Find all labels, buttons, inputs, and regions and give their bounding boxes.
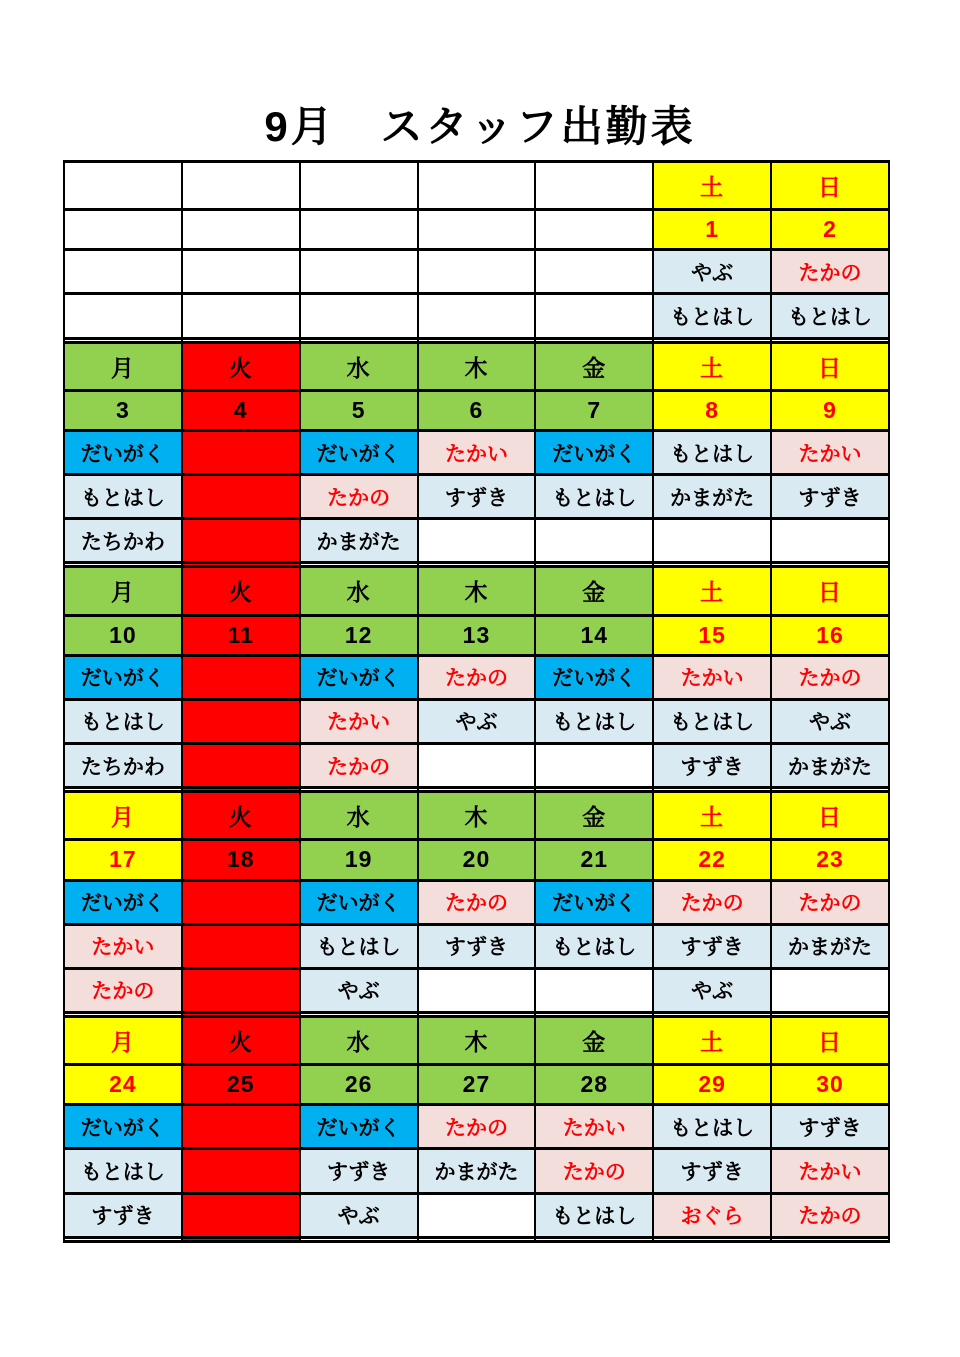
weekday-cell: 金	[535, 342, 653, 390]
staff-cell: たかの	[418, 880, 536, 924]
empty-cell	[182, 475, 300, 519]
empty-cell	[418, 210, 536, 250]
empty-cell	[300, 250, 418, 294]
weekday-cell: 木	[418, 342, 536, 390]
empty-cell	[182, 430, 300, 474]
empty-cell	[535, 968, 653, 1012]
empty-cell	[64, 162, 182, 210]
date-cell: 15	[653, 615, 771, 655]
empty-cell	[182, 744, 300, 788]
table-row	[64, 840, 889, 880]
staff-cell: たかの	[300, 744, 418, 788]
date-cell: 7	[535, 390, 653, 430]
empty-cell	[182, 210, 300, 250]
empty-cell	[182, 968, 300, 1012]
table-row	[64, 744, 889, 788]
staff-cell: だいがく	[300, 655, 418, 699]
empty-cell	[182, 162, 300, 210]
staff-cell: たかの	[771, 880, 889, 924]
empty-cell	[418, 1237, 536, 1241]
weekday-cell: 日	[771, 792, 889, 840]
weekday-cell: 木	[418, 567, 536, 615]
empty-cell	[182, 1193, 300, 1237]
table-row	[64, 699, 889, 743]
table-row	[64, 792, 889, 840]
date-cell: 19	[300, 840, 418, 880]
empty-cell	[418, 162, 536, 210]
weekday-cell: 月	[64, 1016, 182, 1064]
date-cell: 2	[771, 210, 889, 250]
date-cell: 14	[535, 615, 653, 655]
staff-cell: たかの	[418, 655, 536, 699]
date-cell: 13	[418, 615, 536, 655]
weekday-cell: 金	[535, 1016, 653, 1064]
date-cell: 1	[653, 210, 771, 250]
table-row	[64, 880, 889, 924]
staff-cell: もとはし	[653, 430, 771, 474]
staff-cell: だいがく	[64, 880, 182, 924]
date-cell: 10	[64, 615, 182, 655]
empty-cell	[771, 519, 889, 563]
empty-cell	[182, 250, 300, 294]
staff-cell: たかの	[771, 655, 889, 699]
table-row	[64, 1016, 889, 1064]
staff-cell: やぶ	[653, 250, 771, 294]
table-row	[64, 475, 889, 519]
staff-cell: かまがた	[300, 519, 418, 563]
staff-cell: やぶ	[300, 1193, 418, 1237]
weekday-cell: 日	[771, 1016, 889, 1064]
staff-cell: だいがく	[300, 430, 418, 474]
date-cell: 21	[535, 840, 653, 880]
table-row	[64, 1149, 889, 1193]
page-title: 9月 スタッフ出勤表	[264, 103, 696, 150]
table-row	[64, 519, 889, 563]
weekday-cell: 土	[653, 342, 771, 390]
staff-cell: かまがた	[418, 1149, 536, 1193]
table-row	[64, 294, 889, 338]
empty-cell	[182, 924, 300, 968]
date-cell: 28	[535, 1065, 653, 1105]
empty-cell	[535, 162, 653, 210]
staff-cell: やぶ	[771, 699, 889, 743]
staff-cell: もとはし	[535, 1193, 653, 1237]
weekday-cell: 火	[182, 792, 300, 840]
staff-cell: たかい	[535, 1105, 653, 1149]
staff-cell: たかい	[771, 1149, 889, 1193]
weekday-cell: 土	[653, 162, 771, 210]
table-row	[64, 924, 889, 968]
staff-cell: たかい	[64, 924, 182, 968]
weekday-cell: 水	[300, 1016, 418, 1064]
schedule-table	[63, 160, 890, 1243]
staff-cell: もとはし	[653, 294, 771, 338]
staff-cell: すずき	[300, 1149, 418, 1193]
empty-cell	[535, 250, 653, 294]
staff-cell: おぐら	[653, 1193, 771, 1237]
weekday-cell: 土	[653, 792, 771, 840]
staff-cell: だいがく	[300, 880, 418, 924]
table-row	[64, 390, 889, 430]
date-cell: 23	[771, 840, 889, 880]
date-cell: 18	[182, 840, 300, 880]
staff-cell: もとはし	[771, 294, 889, 338]
date-cell: 17	[64, 840, 182, 880]
table-row	[64, 567, 889, 615]
empty-cell	[418, 250, 536, 294]
staff-cell: すずき	[771, 475, 889, 519]
staff-cell: すずき	[64, 1193, 182, 1237]
empty-cell	[182, 1149, 300, 1193]
date-cell: 6	[418, 390, 536, 430]
weekday-cell: 火	[182, 567, 300, 615]
date-cell: 25	[182, 1065, 300, 1105]
empty-cell	[653, 1237, 771, 1241]
date-cell: 4	[182, 390, 300, 430]
empty-cell	[418, 968, 536, 1012]
empty-cell	[771, 968, 889, 1012]
empty-cell	[64, 250, 182, 294]
date-cell: 27	[418, 1065, 536, 1105]
weekday-cell: 月	[64, 792, 182, 840]
staff-cell: かまがた	[771, 924, 889, 968]
staff-cell: もとはし	[64, 1149, 182, 1193]
table-row	[64, 162, 889, 210]
weekday-cell: 月	[64, 342, 182, 390]
staff-cell: だいがく	[535, 430, 653, 474]
empty-cell	[300, 1237, 418, 1241]
empty-cell	[653, 519, 771, 563]
empty-cell	[182, 880, 300, 924]
weekday-cell: 日	[771, 567, 889, 615]
weekday-cell: 水	[300, 792, 418, 840]
date-cell: 29	[653, 1065, 771, 1105]
weekday-cell: 金	[535, 792, 653, 840]
empty-cell	[64, 1237, 182, 1241]
empty-cell	[418, 294, 536, 338]
staff-cell: すずき	[771, 1105, 889, 1149]
staff-cell: やぶ	[653, 968, 771, 1012]
empty-cell	[182, 294, 300, 338]
date-cell: 9	[771, 390, 889, 430]
table-row	[64, 250, 889, 294]
weekday-cell: 木	[418, 1016, 536, 1064]
empty-cell	[300, 294, 418, 338]
table-row	[64, 342, 889, 390]
staff-cell: もとはし	[653, 699, 771, 743]
table-row	[64, 1105, 889, 1149]
staff-cell: たかの	[64, 968, 182, 1012]
staff-cell: たかい	[418, 430, 536, 474]
staff-cell: すずき	[653, 744, 771, 788]
weekday-cell: 水	[300, 342, 418, 390]
staff-cell: もとはし	[535, 924, 653, 968]
staff-cell: もとはし	[535, 699, 653, 743]
weekday-cell: 土	[653, 567, 771, 615]
empty-cell	[535, 519, 653, 563]
date-cell: 26	[300, 1065, 418, 1105]
empty-cell	[64, 210, 182, 250]
weekday-cell: 金	[535, 567, 653, 615]
staff-cell: だいがく	[535, 655, 653, 699]
weekday-cell: 月	[64, 567, 182, 615]
table-row	[64, 968, 889, 1012]
staff-cell: もとはし	[300, 924, 418, 968]
date-cell: 8	[653, 390, 771, 430]
staff-cell: たかい	[771, 430, 889, 474]
date-cell: 5	[300, 390, 418, 430]
schedule-body	[64, 162, 889, 1242]
table-row	[64, 1237, 889, 1241]
empty-cell	[418, 1193, 536, 1237]
staff-cell: やぶ	[300, 968, 418, 1012]
date-cell: 22	[653, 840, 771, 880]
empty-cell	[535, 1237, 653, 1241]
weekday-cell: 日	[771, 342, 889, 390]
staff-cell: だいがく	[535, 880, 653, 924]
table-row	[64, 655, 889, 699]
staff-cell: たかの	[771, 1193, 889, 1237]
date-cell: 20	[418, 840, 536, 880]
date-cell: 12	[300, 615, 418, 655]
empty-cell	[771, 1237, 889, 1241]
staff-cell: かまがた	[771, 744, 889, 788]
empty-cell	[182, 1237, 300, 1241]
date-cell: 3	[64, 390, 182, 430]
staff-cell: だいがく	[300, 1105, 418, 1149]
date-cell: 30	[771, 1065, 889, 1105]
staff-cell: たかい	[653, 655, 771, 699]
empty-cell	[418, 519, 536, 563]
staff-cell: すずき	[653, 1149, 771, 1193]
staff-cell: もとはし	[535, 475, 653, 519]
empty-cell	[418, 744, 536, 788]
staff-cell: もとはし	[64, 699, 182, 743]
empty-cell	[300, 210, 418, 250]
weekday-cell: 火	[182, 1016, 300, 1064]
staff-cell: やぶ	[418, 699, 536, 743]
staff-cell: たかの	[653, 880, 771, 924]
staff-cell: すずき	[418, 924, 536, 968]
empty-cell	[182, 519, 300, 563]
empty-cell	[182, 1105, 300, 1149]
date-cell: 11	[182, 615, 300, 655]
staff-cell: たかの	[418, 1105, 536, 1149]
empty-cell	[182, 699, 300, 743]
empty-cell	[64, 294, 182, 338]
weekday-cell: 日	[771, 162, 889, 210]
staff-cell: かまがた	[653, 475, 771, 519]
staff-cell: もとはし	[64, 475, 182, 519]
weekday-cell: 木	[418, 792, 536, 840]
date-cell: 16	[771, 615, 889, 655]
staff-cell: だいがく	[64, 1105, 182, 1149]
table-row	[64, 430, 889, 474]
staff-cell: すずき	[418, 475, 536, 519]
staff-cell: たかの	[771, 250, 889, 294]
table-row	[64, 1065, 889, 1105]
weekday-cell: 水	[300, 567, 418, 615]
staff-cell: たちかわ	[64, 744, 182, 788]
empty-cell	[182, 655, 300, 699]
table-row	[64, 1193, 889, 1237]
staff-cell: もとはし	[653, 1105, 771, 1149]
date-cell: 24	[64, 1065, 182, 1105]
empty-cell	[300, 162, 418, 210]
staff-cell: たかい	[300, 699, 418, 743]
table-row	[64, 615, 889, 655]
weekday-cell: 土	[653, 1016, 771, 1064]
table-row	[64, 210, 889, 250]
staff-cell: だいがく	[64, 430, 182, 474]
staff-cell: だいがく	[64, 655, 182, 699]
empty-cell	[535, 744, 653, 788]
staff-cell: すずき	[653, 924, 771, 968]
empty-cell	[535, 210, 653, 250]
staff-cell: たかの	[535, 1149, 653, 1193]
empty-cell	[535, 294, 653, 338]
staff-cell: たかの	[300, 475, 418, 519]
staff-cell: たちかわ	[64, 519, 182, 563]
weekday-cell: 火	[182, 342, 300, 390]
